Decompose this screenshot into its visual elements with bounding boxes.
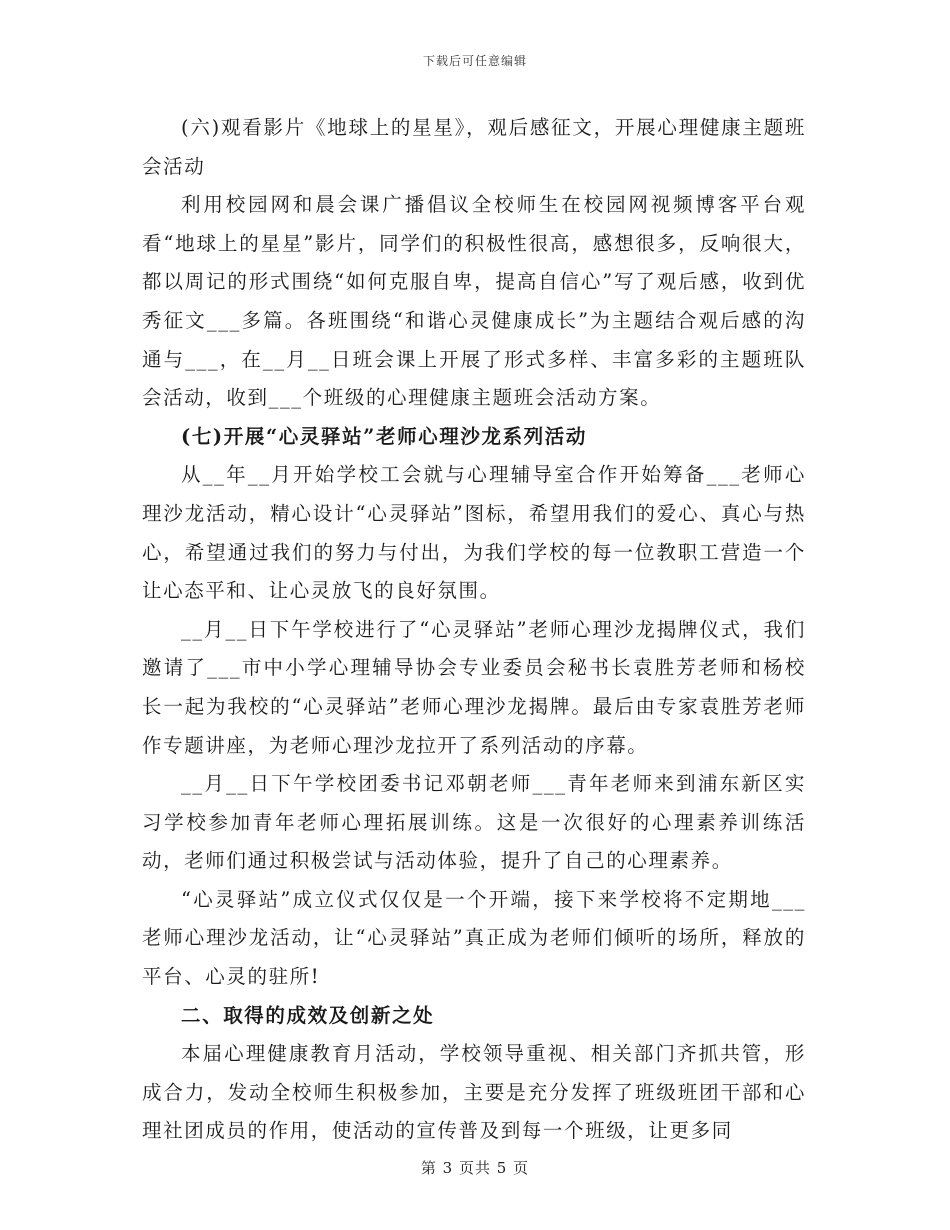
paragraph-achievements: 本届心理健康教育月活动，学校领导重视、相关部门齐抓共管，形成合力，发动全校师生积极参加，主要是充分发挥了班级班团干部和心理社团成员的作用，使活动的宣传普及到每一个班级，让更多同 <box>142 1042 806 1143</box>
paragraph-salon-unveiling: __月__日下午学校进行了“心灵驿站”老师心理沙龙揭牌仪式，我们邀请了___市中小学心理辅导协会专业委员会秘书长袁胜芳老师和杨校长一起为我校的“心灵驿站”老师心理沙龙揭牌。最后由专家袁胜芳老师作专题讲座，为老师心理沙龙拉开了系列活动的序幕。 <box>142 617 806 757</box>
paragraph-film-essay: 利用校园网和晨会课广播倡议全校师生在校园网视频博客平台观看“地球上的星星”影片，同学们的积极性很高，感想很多，反响很大，都以周记的形式围绕“如何克服自卑，提高自信心”写了观后感，收到优秀征文___多篇。各班围绕“和谐心灵健康成长”为主题结合观后感的沟通与___，在__月__日班会课上开展了形式多样、丰富多彩的主题班队会活动，收到___个班级的心理健康主题班会活动方案。 <box>142 193 806 410</box>
paragraph-youth-training: __月__日下午学校团委书记邓朝老师___青年老师来到浦东新区实习学校参加青年老师心理拓展训练。这是一次很好的心理素养训练活动，老师们通过积极尝试与活动体验，提升了自己的心理素养。 <box>142 772 806 873</box>
heading-achievements: 二、取得的成效及创新之处 <box>181 1003 435 1027</box>
heading-section-7: (七)开展“心灵驿站”老师心理沙龙系列活动 <box>181 424 587 448</box>
document-body <box>142 109 806 1151</box>
paragraph-section-6-title: (六)观看影片《地球上的星星》，观后感征文，开展心理健康主题班会活动 <box>142 116 806 178</box>
page-header: 下载后可任意编辑 <box>422 54 527 68</box>
paragraph-salon-future: “心灵驿站”成立仪式仅仅是一个开端，接下来学校将不定期地___老师心理沙龙活动，让“心灵驿站”真正成为老师们倾听的场所，释放的平台、心灵的驻所! <box>142 887 806 989</box>
page-number: 第 3 页共 5 页 <box>420 1159 530 1177</box>
paragraph-salon-preparation: 从__年__月开始学校工会就与心理辅导室合作开始筹备___老师心理沙龙活动，精心设计“心灵驿站”图标，希望用我们的爱心、真心与热心，希望通过我们的努力与付出，为我们学校的每一位教职工营造一个让心态平和、让心灵放飞的良好氛围。 <box>142 463 806 603</box>
